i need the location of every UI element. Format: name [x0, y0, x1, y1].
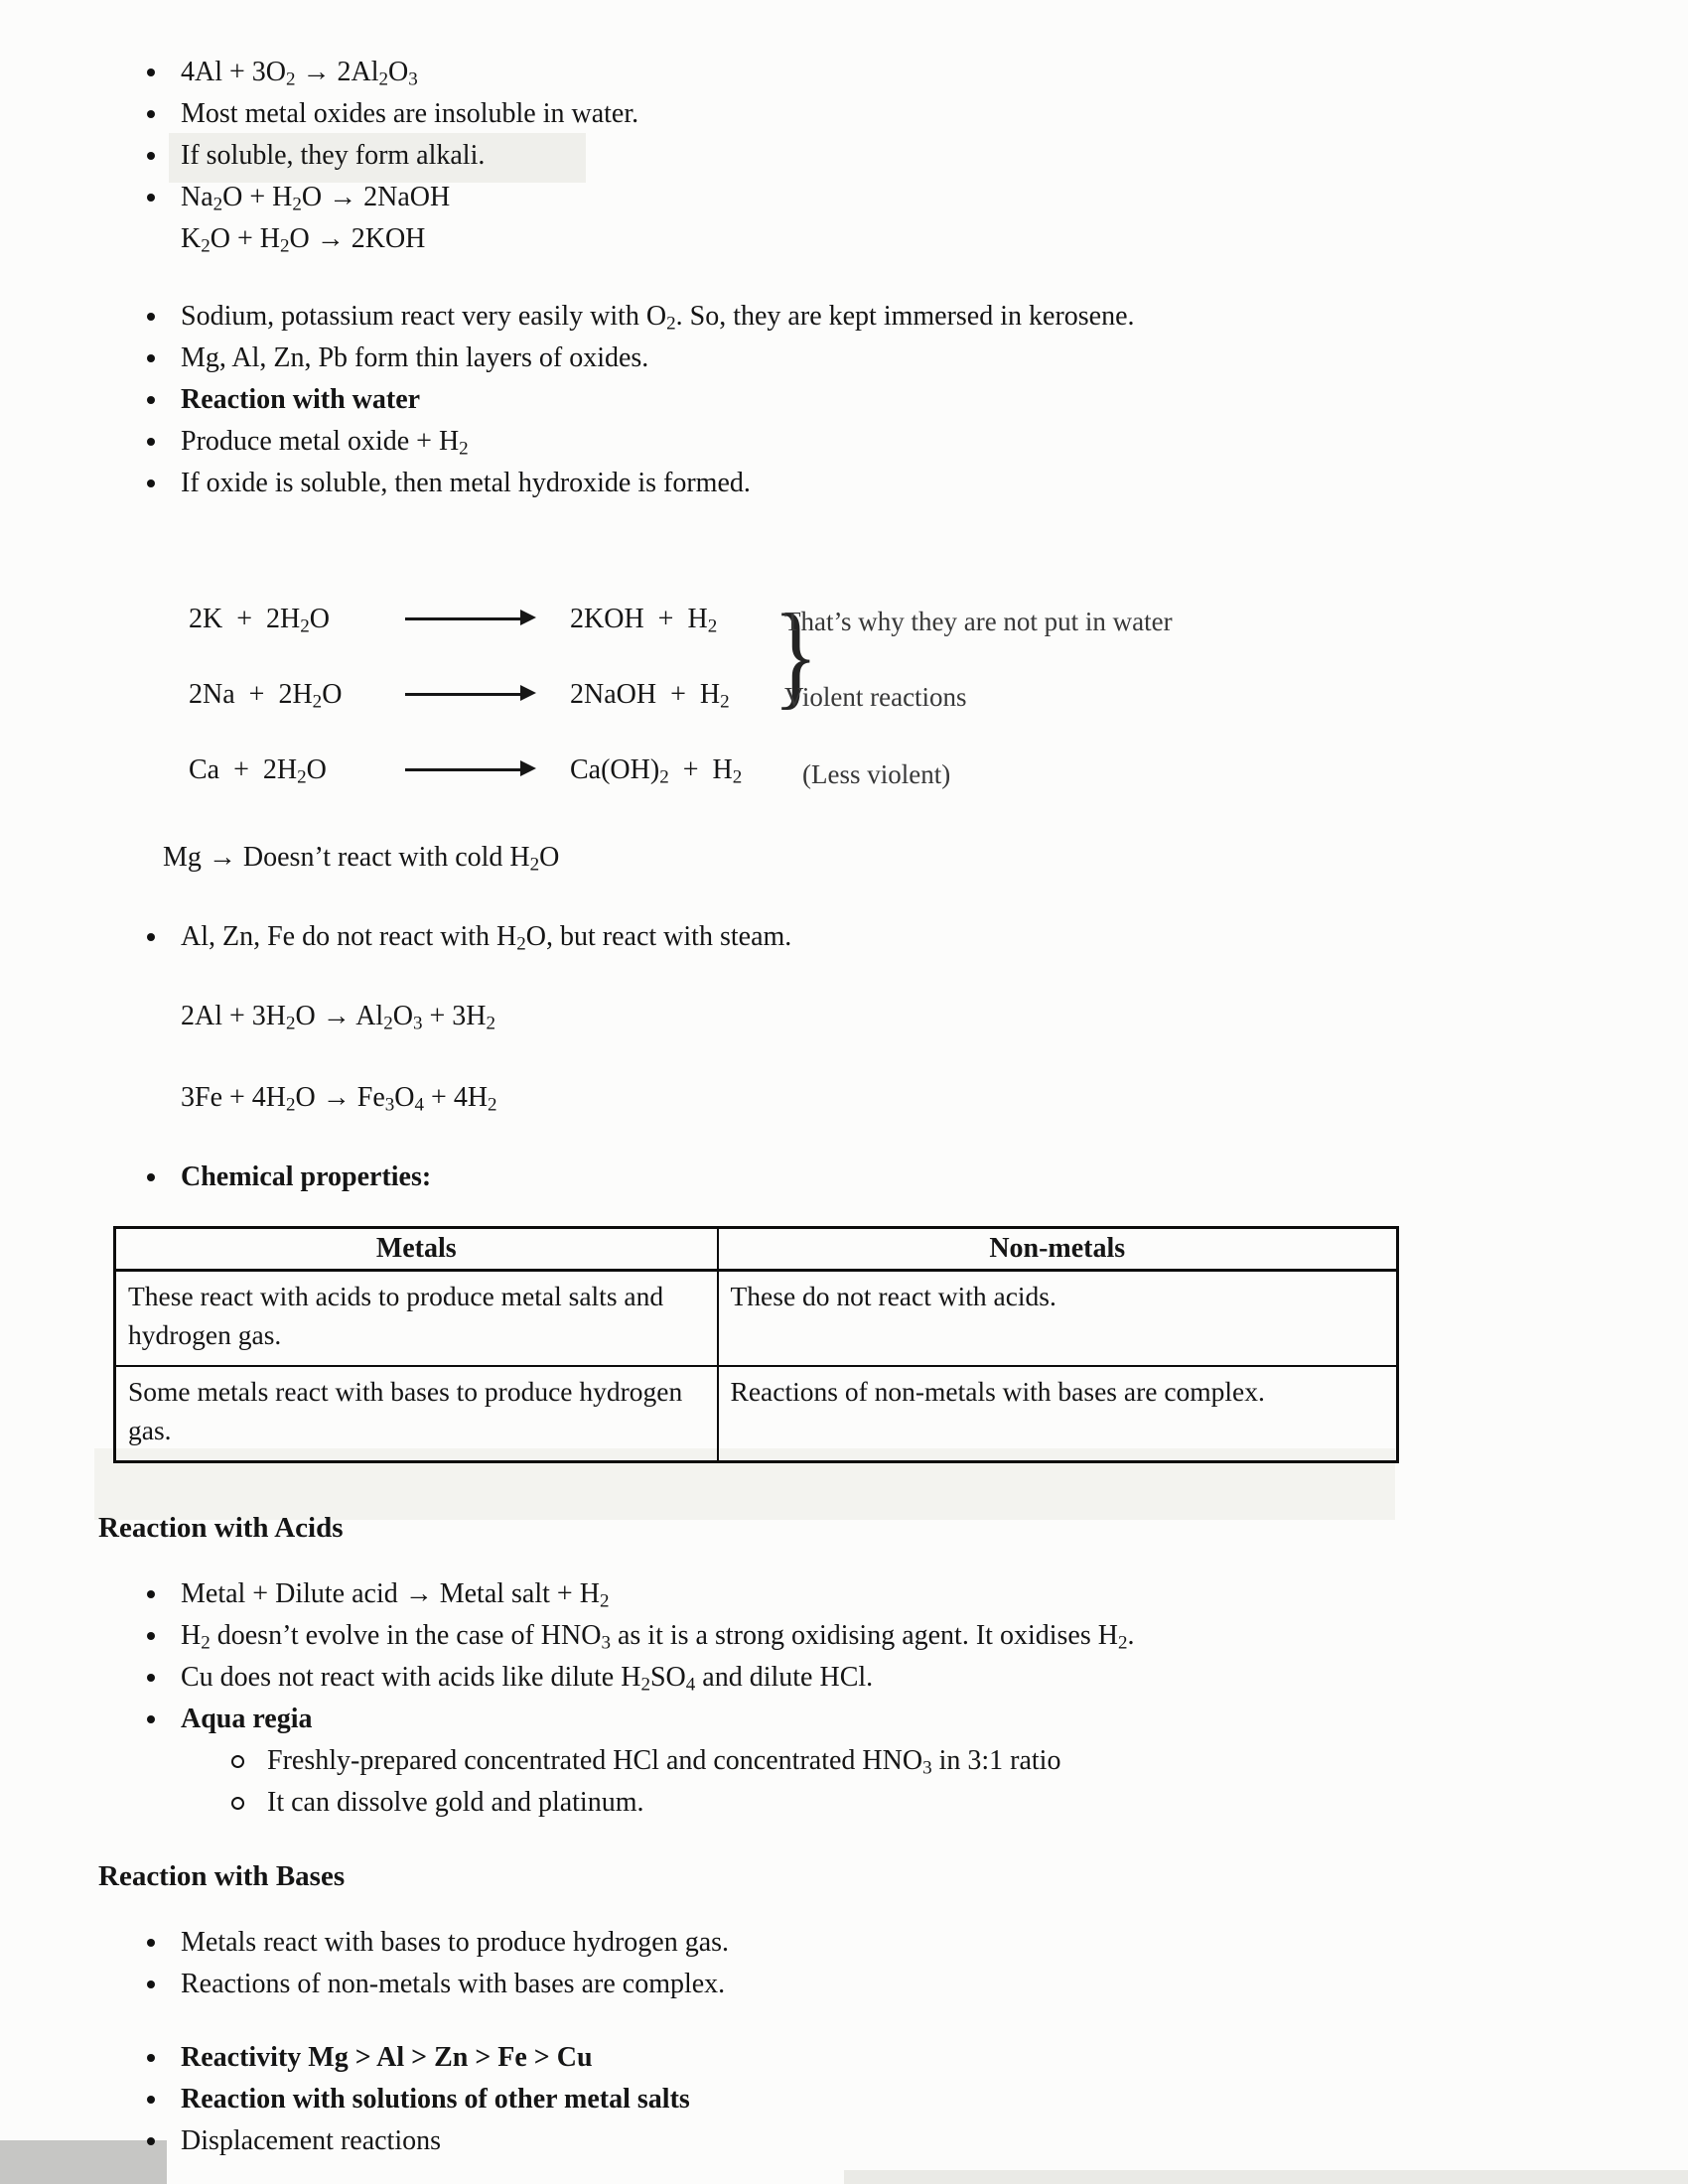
table-cell: These react with acids to produce metal salts and hydrogen gas. [115, 1271, 718, 1367]
list-item: If soluble, they form alkali. [181, 135, 1688, 177]
list-item: $4Al + 3O_2 \to 2Al_2O_3$ [181, 52, 1688, 93]
equation-row [189, 674, 730, 716]
list-item: Displacement reactions [181, 2120, 1688, 2162]
table-header-row [115, 1228, 1398, 1271]
reaction-arrow-icon [405, 768, 522, 771]
steam-intro-bullet-list [181, 916, 1688, 958]
chemical-properties-bullet [181, 1157, 1688, 1198]
list-item: $Na_2O + H_2O$ → 2NaOH [181, 177, 1688, 218]
list-item: Reaction with water [181, 379, 1688, 421]
table-cell: Some metals react with bases to produce hydrogen gas. [115, 1366, 718, 1462]
table-header-nonmetals: Non-metals [718, 1228, 1398, 1271]
list-item: Reactions of non-metals with bases are complex. [181, 1964, 1688, 2005]
scan-artifact [844, 2170, 1688, 2184]
grouping-brace: } [773, 590, 818, 720]
equation-products: $2KOH + H_2$ [570, 604, 718, 637]
list-item: Aqua regia [181, 1699, 1688, 1740]
list-item: Sodium, potassium react very easily with $O_2$. So, they are kept immersed in kerosene. [181, 296, 1688, 338]
table-row [115, 1271, 1398, 1367]
metals-nonmetals-table [113, 1226, 1399, 1463]
table-cell: Reactions of non-metals with bases are complex. [718, 1366, 1398, 1462]
list-item: Most metal oxides are insoluble in water. [181, 93, 1688, 135]
heading-reaction-with-acids: Reaction with Acids [98, 1512, 344, 1544]
oxides-bullet-list [181, 52, 1688, 504]
list-item: Chemical properties: [181, 1157, 1688, 1198]
equation-reactants: $2K + 2H_2O$ [189, 604, 330, 637]
equation-annotation: Violent reactions [784, 682, 967, 712]
equation-annotation: That’s why they are not put in water [784, 607, 1173, 636]
list-item: Reaction with solutions of other metal salts [181, 2079, 1688, 2120]
list-item: $K_2O + H_2O \to 2KOH$ [181, 223, 426, 257]
table-row [115, 1366, 1398, 1462]
list-item: Metals react with bases to produce hydrogen gas. [181, 1922, 1688, 1964]
equation-annotation: (Less violent) [802, 759, 951, 789]
equation-reactants: $Ca + 2H_2O$ [189, 754, 327, 788]
list-item: Al, Zn, Fe do not react with $H_2O$, but react with steam. [181, 916, 1688, 958]
equation-row [189, 599, 717, 640]
equation-products: 2NaOH + $H_2$ [570, 679, 730, 713]
list-item: Freshly-prepared concentrated HCl and concentrated $HNO_3$ in 3:1 ratio [181, 1740, 1688, 1782]
list-item: Reactivity Mg > Al > Zn > Fe > Cu [181, 2037, 1688, 2079]
list-item: Mg, Al, Zn, Pb form thin layers of oxides. [181, 338, 1688, 379]
steam-equation-al: $2Al + 3H_2O \to Al_2O_3 + 3H_2$ [181, 1001, 496, 1034]
equation-products: $Ca(OH)_2 + H_2$ [570, 754, 743, 788]
list-item: Metal + Dilute acid → Metal salt + $H_2$ [181, 1573, 1688, 1615]
mg-cold-water-note: Mg → Doesn’t react with cold $H_2O$ [163, 842, 560, 876]
list-item: Cu does not react with acids like dilute $H_2SO_4$ and dilute HCl. [181, 1657, 1688, 1699]
heading-reaction-with-bases: Reaction with Bases [98, 1860, 346, 1892]
acids-bullet-list [181, 1573, 1688, 1824]
list-item: Produce metal oxide + $H_2$ [181, 421, 1688, 463]
table-cell: These do not react with acids. [718, 1271, 1398, 1367]
table-header-metals: Metals [115, 1228, 718, 1271]
equation-row [189, 750, 742, 791]
equation-reactants: $2Na + 2H_2O$ [189, 679, 343, 713]
list-item: It can dissolve gold and platinum. [181, 1782, 1688, 1824]
reaction-arrow-icon [405, 617, 522, 620]
reaction-arrow-icon [405, 693, 522, 696]
steam-equation-fe: $3Fe + 4H_2O \to Fe_3O_4 + 4H_2$ [181, 1082, 497, 1116]
bases-bullet-list [181, 1922, 1688, 2162]
list-item: $H_2$ doesn’t evolve in the case of $HNO_3$ as it is a strong oxidising agent. It oxidises $H_2$. [181, 1615, 1688, 1657]
water-reaction-diagram [189, 590, 1688, 797]
list-item: If oxide is soluble, then metal hydroxide is formed. [181, 463, 1688, 504]
